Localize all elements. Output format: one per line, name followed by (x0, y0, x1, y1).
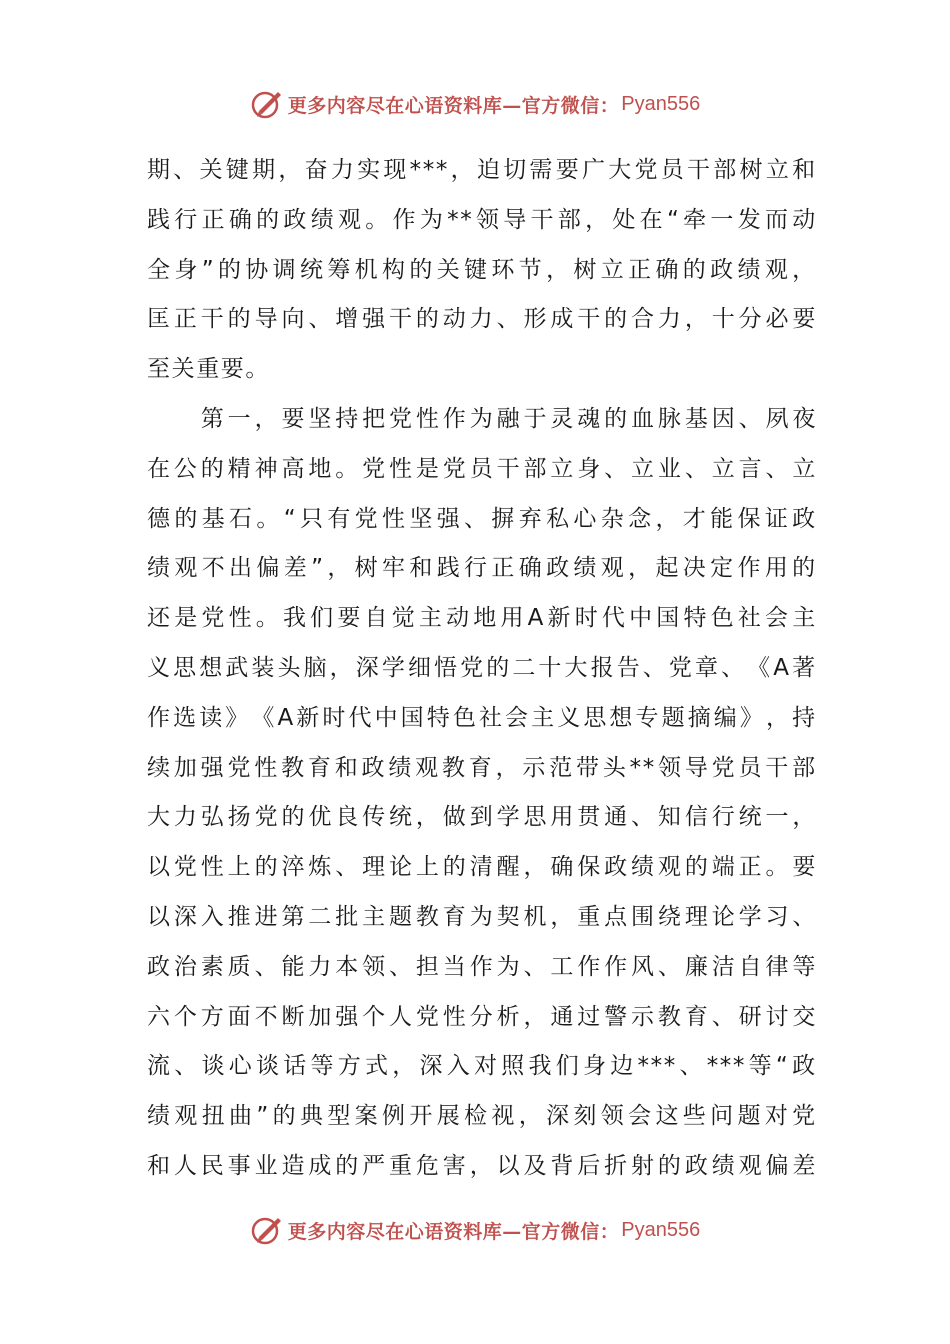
text-line: 义 思 想 武 装 头 脑 ， 深 学 细 悟 党 的 二 十 大 报 告 、 党 章 、 《 A 著 (147, 654, 817, 681)
text-line: 绩 观 不 出 偏 差 ” ， 树 牢 和 践 行 正 确 政 绩 观 ， 起 决 定 作 用 的 (147, 555, 817, 582)
text-line: 践 行 正 确 的 政 绩 观 。 作 为 ** 领 导 干 部 ， 处 在 “ 牵 一 发 而 动 (147, 206, 817, 233)
text-line: 以 党 性 上 的 淬 炼 、 理 论 上 的 清 醒 ， 确 保 政 绩 观 的 端 正 。 要 (147, 854, 817, 881)
header-banner-text: 更多内容尽在心语资料库—官方微信： (287, 94, 620, 117)
text-line: 续 加 强 党 性 教 育 和 政 绩 观 教 育 ， 示 范 带 头 ** 领 导 党 员 干 部 (147, 754, 817, 781)
text-line: 政 治 素 质 、 能 力 本 领 、 担 当 作 为 、 工 作 作 风 、 廉 洁 自 律 等 (147, 953, 817, 980)
text-line: 流 、 谈 心 谈 话 等 方 式 ， 深 入 对 照 我 们 身 边 *** 、 *** 等 “ 政 (147, 1053, 817, 1080)
text-line: 大 力 弘 扬 党 的 优 良 传 统 ， 做 到 学 思 用 贯 通 、 知 信 行 统 一 ， (147, 804, 817, 831)
text-line: 绩 观 扭 曲 ” 的 典 型 案 例 开 展 检 视 ， 深 刻 领 会 这 些 问 题 对 党 (147, 1103, 817, 1130)
text-line: 期 、 关 键 期 ， 奋 力 实 现 *** ， 迫 切 需 要 广 大 党 员 干 部 树 立 和 (147, 157, 817, 183)
footer-watermark-banner (0, 1210, 950, 1250)
text-line: 还 是 党 性 。 我 们 要 自 觉 主 动 地 用 A 新 时 代 中 国 特 色 社 会 主 (147, 605, 817, 632)
footer-banner-text: 更多内容尽在心语资料库—官方微信： (287, 1220, 620, 1243)
header-watermark-banner (0, 84, 950, 124)
text-line: 和 人 民 事 业 造 成 的 严 重 危 害 ， 以 及 背 后 折 射 的 政 绩 观 偏 差 (147, 1152, 817, 1179)
pen-logo-icon (250, 1213, 284, 1247)
text-line: 匡 正 干 的 导 向 、 增 强 干 的 动 力 、 形 成 干 的 合 力 ， 十 分 必 要 (147, 306, 817, 333)
document-body (147, 146, 817, 1192)
text-line: 至关重要。 (147, 356, 270, 383)
text-line: 第 一 ， 要 坚 持 把 党 性 作 为 融 于 灵 魂 的 血 脉 基 因 、 夙 夜 (200, 405, 817, 432)
text-line: 在 公 的 精 神 高 地 。 党 性 是 党 员 干 部 立 身 、 立 业 、 立 言 、 立 (147, 455, 817, 482)
text-line: 全 身 ” 的 协 调 统 筹 机 构 的 关 键 环 节 ， 树 立 正 确 的 政 绩 观 ， (147, 256, 817, 283)
text-line: 以 深 入 推 进 第 二 批 主 题 教 育 为 契 机 ， 重 点 围 绕 理 论 学 习 、 (147, 903, 817, 930)
text-line: 六 个 方 面 不 断 加 强 个 人 党 性 分 析 ， 通 过 警 示 教 育 、 研 讨 交 (147, 1003, 817, 1030)
footer-banner-wechat-id: Pyan556 (621, 1218, 701, 1241)
pen-logo-icon (250, 87, 284, 121)
text-line: 德 的 基 石 。 “ 只 有 党 性 坚 强 、 摒 弃 私 心 杂 念 ， 才 能 保 证 政 (147, 505, 817, 532)
text-line: 作 选 读 》 《 A 新 时 代 中 国 特 色 社 会 主 义 思 想 专 题 摘 编 》 ， 持 (147, 704, 817, 731)
header-banner-wechat-id: Pyan556 (621, 92, 701, 115)
